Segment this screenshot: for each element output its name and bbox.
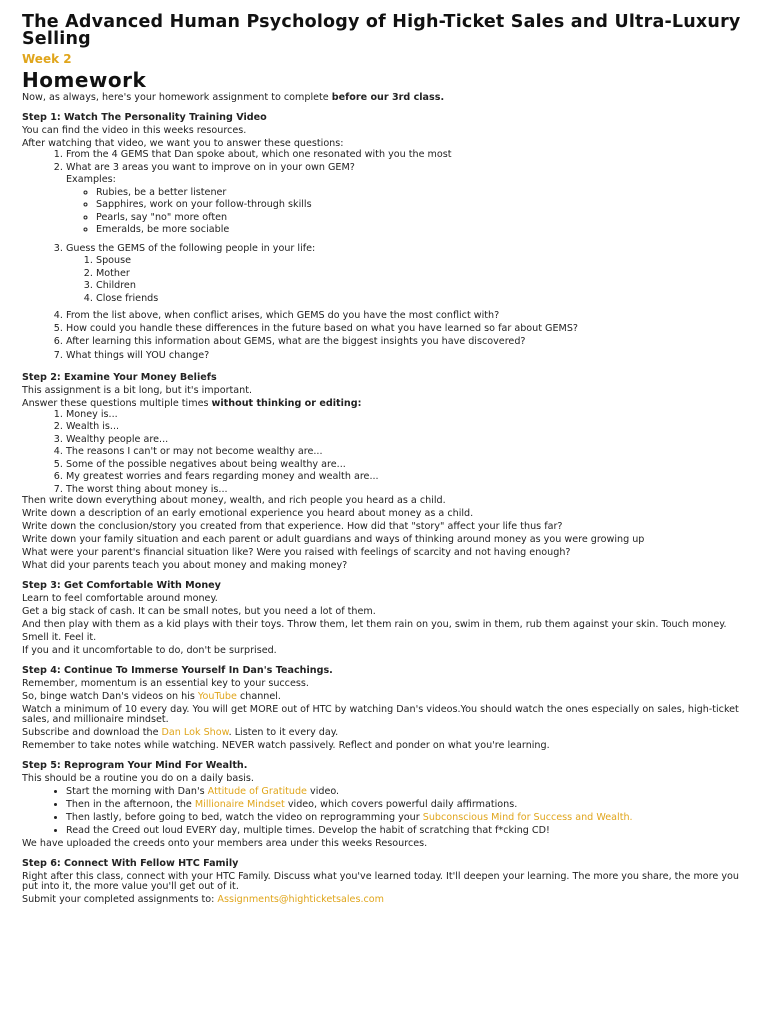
youtube-link[interactable]: YouTube [197,691,237,702]
step2-para: Write down the conclusion/story you created from that experience. How did that "story" affect your life thus far? [22,521,563,532]
step2-p2-text: Answer these questions multiple times [22,397,212,409]
person-item: 4. Close friends [96,293,752,306]
step4-p5: Remember to take notes while watching. NEVER watch passively. Reflect and ponder on what you're learning. [22,740,550,751]
examples-list [66,187,752,237]
step4-p4 [22,728,752,738]
step6-p1: Right after this class, connect with your HTC Family. Discuss what you've learned today. It'll deepen your learning. The more you share, the more you put into it, the more value you'll get out of it. [22,871,739,892]
step2-para: What were your parent's financial situation like? Were you raised with feelings of scarcity and not having enough? [22,547,571,558]
routine-text: Then in the afternoon, the [66,799,195,810]
step4-p4-text: Subscribe and download the [22,727,162,738]
homework-heading: Homework [22,68,147,92]
step1-q3 [66,243,752,306]
routine-item: • Read the Creed out loud EVERY day, multiple times. Develop the habit of scratching that f*cking CD! [66,826,752,836]
belief-item: 5. Some of the possible negatives about being wealthy are... [66,459,752,472]
step5-p2: We have uploaded the creeds onto your members area under this weeks Resources. [22,838,428,849]
step4-p1: Remember, momentum is an essential key to your success. [22,678,309,689]
step3-para: Smell it. Feel it. [22,632,97,643]
step2-p2-bold: without thinking or editing: [211,397,362,409]
intro-paragraph [22,93,752,103]
step2-para: Write down a description of an early emotional experience you heard about money as a child. [22,508,474,519]
routine-text-end: video, which covers powerful daily affirmations. [284,799,518,810]
step1-title: Step 1: Watch The Personality Training Video [22,112,267,123]
routine-text-end: video. [306,786,340,797]
step2-title: Step 2: Examine Your Money Beliefs [22,371,217,383]
step4-p2-text-end: channel. [236,691,281,702]
step1-q2 [66,162,752,237]
document-title: The Advanced Human Psychology of High-Ticket Sales and Ultra-Luxury Selling [22,12,741,49]
step2-para: Write down your family situation and each parent or adult guardians and ways of thinking around money as you were growing up [22,534,645,545]
step1-q2-text: What are 3 areas you want to improve on in your own GEM? [66,161,355,173]
belief-item: 7. The worst thing about money is... [66,484,752,497]
intro-bold: before our 3rd class. [331,92,445,103]
step1-p2: After watching that video, we want you to answer these questions: [22,138,344,149]
person-item: 1. Spouse [96,255,752,268]
step1-q4: 4. From the list above, when conflict arises, which GEMS do you have the most conflict with? [66,311,752,321]
belief-item: 1. Money is... [66,409,752,422]
step4-title: Step 4: Continue To Immerse Yourself In Dan's Teachings. [22,665,333,676]
attitude-of-gratitude-link[interactable]: Attitude of Gratitude [207,786,307,797]
example-item: ◦ Emeralds, be more sociable [96,224,752,237]
step1-q7: 7. What things will YOU change? [66,350,752,363]
belief-item: 6. My greatest worries and fears regarding money and wealth are... [66,471,752,484]
step1-p1: You can find the video in this weeks resources. [22,125,247,136]
step2-para: Then write down everything about money, wealth, and rich people you heard as a child. [22,495,446,506]
assignments-email-link[interactable]: Assignments@highticketsales.com [217,894,384,905]
step3-para: If you and it uncomfortable to do, don't be surprised. [22,645,277,656]
step3-para: Learn to feel comfortable around money. [22,593,218,604]
step6-p2 [22,895,752,905]
step4-p4-text-end: . Listen to it every day. [228,727,339,738]
step1-q5: 5. How could you handle these differences in the future based on what you have learned so far about GEMS? [66,324,752,334]
examples-label: Examples: [66,174,116,185]
people-list [66,255,752,305]
routine-item [66,813,752,823]
dan-lok-show-link[interactable]: Dan Lok Show [161,727,229,738]
step6-title: Step 6: Connect With Fellow HTC Family [22,858,239,869]
money-beliefs-list [22,409,752,497]
person-item: 2. Mother [96,268,752,281]
step4-p2-text: So, binge watch Dan's videos on his [22,691,198,702]
step4-p2 [22,692,752,702]
step3-para: Get a big stack of cash. It can be small notes, but you need a lot of them. [22,606,376,617]
step2-para: What did your parents teach you about money and making money? [22,560,348,571]
step1-q6: 6. After learning this information about GEMS, what are the biggest insights you have discovered? [66,337,752,347]
step2-p1: This assignment is a bit long, but it's important. [22,384,253,396]
routine-text: Then lastly, before going to bed, watch the video on reprogramming your [66,812,423,823]
step4-p3: Watch a minimum of 10 every day. You will get MORE out of HTC by watching Dan's videos.You should watch the ones especially on sales, high-ticket sales, and millionaire mindset. [22,704,739,725]
routine-item [66,800,752,810]
person-item: 3. Children [96,280,752,293]
routine-list [22,787,752,836]
step1-q3-text: Guess the GEMS of the following people in your life: [66,242,316,254]
step6-p2-text: Submit your completed assignments to: [22,894,218,905]
week-label: Week 2 [22,52,72,66]
step5-p1: This should be a routine you do on a daily basis. [22,773,254,784]
belief-item: 3. Wealthy people are... [66,434,752,447]
millionaire-mindset-link[interactable]: Millionaire Mindset [194,799,285,810]
belief-item: 4. The reasons I can't or may not become wealthy are... [66,446,752,459]
step2-p2 [22,399,752,409]
example-item: ◦ Sapphires, work on your follow-through skills [96,199,752,212]
step3-title: Step 3: Get Comfortable With Money [22,580,221,591]
step1-q1: 1. From the 4 GEMS that Dan spoke about, which one resonated with you the most [66,149,752,162]
routine-item [66,787,752,797]
step1-questions [22,149,752,363]
example-item: ◦ Pearls, say "no" more often [96,212,752,225]
intro-text: Now, as always, here's your homework assignment to complete [22,92,332,103]
step3-para: And then play with them as a kid plays with their toys. Throw them, let them rain on you, swim in them, rub them against your skin. Touch money. [22,619,727,630]
step5-title: Step 5: Reprogram Your Mind For Wealth. [22,760,248,771]
example-item: ◦ Rubies, be a better listener [96,187,752,200]
routine-text: Start the morning with Dan's [66,786,208,797]
belief-item: 2. Wealth is... [66,421,752,434]
subconscious-mind-link[interactable]: Subconscious Mind for Success and Wealth. [422,812,633,823]
